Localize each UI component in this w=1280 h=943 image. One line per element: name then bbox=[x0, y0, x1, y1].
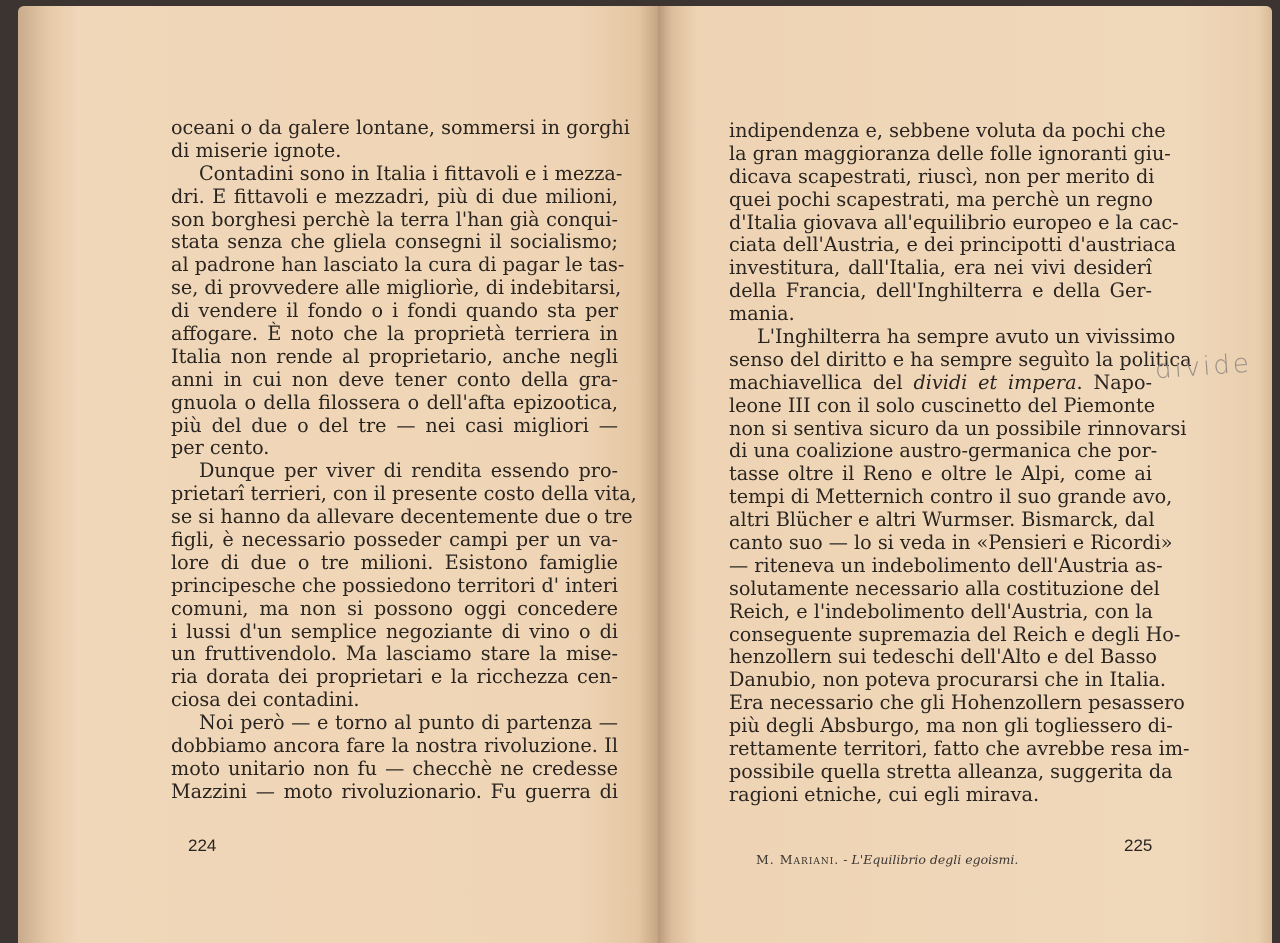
left-page bbox=[18, 6, 658, 943]
text-line: altri Blücher e altri Wurmser. Bismarck, dal bbox=[729, 508, 1155, 532]
text-line: i lussi d'un semplice negoziante di vino o di bbox=[171, 619, 618, 643]
text-line: di una coalizione austro-germanica che por- bbox=[729, 439, 1158, 463]
text-line: moto unitario non fu — checchè ne credesse bbox=[171, 756, 618, 780]
text-line: Reich, e l'indebolimento dell'Austria, con la bbox=[729, 599, 1153, 623]
text-line: figli, è necessario posseder campi per un va- bbox=[171, 528, 618, 552]
text-line: senso del diritto e ha sempre seguìto la politica bbox=[729, 347, 1192, 371]
text-line: di vendere il fondo o i fondi quando sta per bbox=[171, 299, 618, 323]
book-signature-footer bbox=[756, 852, 1018, 867]
text-line: Italia non rende al proprietario, anche negli bbox=[171, 344, 618, 368]
text-line: ciosa dei contadini. bbox=[171, 688, 360, 712]
text-line: Noi però — e torno al punto di partenza — bbox=[199, 711, 618, 735]
text-line: quei pochi scapestrati, ma perchè un regno bbox=[729, 187, 1153, 211]
text-line: dri. E fittavoli e mezzadri, più di due milioni, bbox=[171, 184, 618, 208]
text-line: son borghesi perchè la terra l'han già conqui- bbox=[171, 207, 618, 231]
text-line: Era necessario che gli Hohenzollern pesassero bbox=[729, 691, 1185, 715]
text-line: stata senza che gliela consegni il socialismo; bbox=[171, 230, 618, 254]
left-page-text bbox=[171, 116, 637, 804]
text-line: Mazzini — moto rivoluzionario. Fu guerra di bbox=[171, 779, 618, 803]
text-line: prietarî terrieri, con il presente costo della vita, bbox=[171, 482, 637, 506]
text-line: lore di due o tre milioni. Esistono famiglie bbox=[171, 550, 618, 574]
text-line: conseguente supremazia del Reich e degli Ho- bbox=[729, 622, 1181, 646]
text-line: per cento. bbox=[171, 436, 270, 460]
text-line: affogare. È noto che la proprietà terriera in bbox=[171, 322, 618, 346]
handwritten-margin-note: divide bbox=[1154, 348, 1253, 386]
text-line: machiavellica del dividi et impera. Napo- bbox=[729, 370, 1152, 394]
text-line: possibile quella stretta alleanza, suggerita da bbox=[729, 759, 1173, 783]
right-page-text bbox=[729, 119, 1192, 807]
page-number: 224 bbox=[188, 836, 217, 855]
text-line: della Francia, dell'Inghilterra e della Ger- bbox=[729, 279, 1152, 303]
text-line: gnuola o della filossera o dell'afta epizootica, bbox=[171, 390, 618, 414]
text-line: henzollern sui tedeschi dell'Alto e del Basso bbox=[729, 645, 1157, 669]
text-line: più degli Absburgo, ma non gli togliessero di- bbox=[729, 714, 1173, 738]
text-line: non si sentiva sicuro da un possibile rinnovarsi bbox=[729, 416, 1187, 440]
text-line: Dunque per viver di rendita essendo pro- bbox=[199, 459, 618, 483]
text-line: — riteneva un indebolimento dell'Austria as- bbox=[729, 553, 1163, 577]
text-line: Danubio, non poteva procurarsi che in Italia. bbox=[729, 668, 1167, 692]
text-line: Contadini sono in Italia i fittavoli e i mezza- bbox=[199, 161, 623, 185]
text-line: principesche che possiedono territori d' interi bbox=[171, 573, 619, 597]
text-line: al padrone han lasciato la cura di pagar le tas- bbox=[171, 253, 625, 277]
text-line: più del due o del tre — nei casi migliori — bbox=[171, 413, 618, 437]
text-line: dicava scapestrati, riuscì, non per merito di bbox=[729, 164, 1155, 188]
text-line: la gran maggioranza delle folle ignoranti giu- bbox=[729, 141, 1171, 165]
text-line: L'Inghilterra ha sempre avuto un vivissimo bbox=[757, 325, 1176, 349]
italic-phrase: dividi et impera bbox=[913, 370, 1077, 394]
footer-title: L'Equilibrio degli egoismi. bbox=[851, 852, 1019, 867]
text-line: mania. bbox=[729, 302, 795, 326]
text-line: se, di provvedere alle migliorìe, di indebitarsi, bbox=[171, 276, 622, 300]
text-line: comuni, ma non si possono oggi concedere bbox=[171, 596, 618, 620]
text-line: canto suo — lo si veda in «Pensieri e Ricordi» bbox=[729, 531, 1173, 555]
text-line: solutamente necessario alla costituzione del bbox=[729, 576, 1160, 600]
text-line: leone III con il solo cuscinetto del Piemonte bbox=[729, 393, 1156, 417]
text-line: di miserie ignote. bbox=[171, 138, 342, 162]
page-number: 225 bbox=[1124, 836, 1153, 855]
text-line: dobbiamo ancora fare la nostra rivoluzione. Il bbox=[171, 734, 618, 758]
text-line: se si hanno da allevare decentemente due o tre bbox=[171, 505, 633, 529]
footer-separator: - bbox=[839, 852, 852, 867]
right-page bbox=[658, 6, 1272, 943]
text-line: tempi di Metternich contro il suo grande avo, bbox=[729, 485, 1173, 509]
text-line: indipendenza e, sebbene voluta da pochi che bbox=[729, 119, 1166, 142]
text-line: investitura, dall'Italia, era nei vivi desiderî bbox=[729, 256, 1152, 280]
text-line: d'Italia giovava all'equilibrio europeo e la cac- bbox=[729, 210, 1179, 234]
footer-author: M. Mariani. bbox=[756, 852, 840, 867]
text-line: anni in cui non deve tener conto della gra- bbox=[171, 367, 618, 391]
text-line: oceani o da galere lontane, sommersi in gorghi bbox=[171, 116, 630, 139]
text-line: tasse oltre il Reno e oltre le Alpi, come ai bbox=[729, 462, 1152, 486]
text-line: un fruttivendolo. Ma lasciamo stare la mise- bbox=[171, 642, 618, 666]
text-line: ria dorata dei proprietari e la ricchezza cen- bbox=[171, 665, 618, 689]
text-line: ciata dell'Austria, e dei principotti d'austriaca bbox=[729, 233, 1176, 257]
text-line: ragioni etniche, cui egli mirava. bbox=[729, 782, 1040, 806]
text-line: rettamente territori, fatto che avrebbe resa im- bbox=[729, 737, 1190, 761]
